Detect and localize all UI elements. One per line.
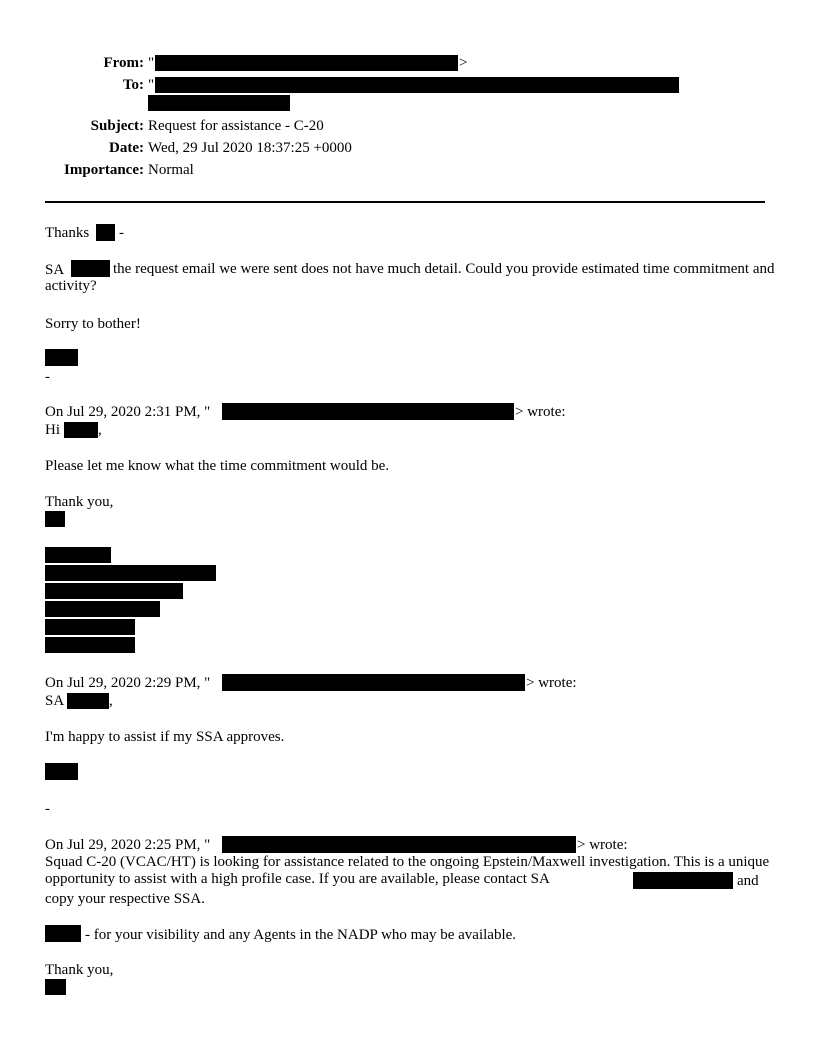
reply1-text: Please let me know what the time commitment would be. <box>45 458 390 474</box>
reply3-header-prefix: On Jul 29, 2020 2:25 PM, " <box>45 837 211 853</box>
redaction-reply2-sender <box>222 674 525 691</box>
sa-prefix: SA <box>45 262 65 278</box>
reply2-dash: - <box>45 801 50 817</box>
request-paragraph: the request email we were sent does not have much detail. Could you provide estimated time commitment and activity? <box>45 261 775 294</box>
from-bracket: > <box>459 55 468 71</box>
redaction-sigblock-line6 <box>45 637 135 653</box>
redaction-reply3-sender <box>222 836 576 853</box>
reply3-text-end: copy your respective SSA. <box>45 891 205 907</box>
redaction-to-line2 <box>148 95 290 111</box>
redaction-sigblock-line2 <box>45 565 216 581</box>
from-quote: " <box>148 55 155 71</box>
redaction-signature-2 <box>45 763 78 780</box>
reply2-sa: SA <box>45 693 65 709</box>
redaction-signature-1 <box>45 349 78 366</box>
redaction-from <box>155 55 458 71</box>
header-divider <box>45 201 765 203</box>
redaction-sigblock-line4 <box>45 601 160 617</box>
redaction-greeting-name <box>96 224 115 241</box>
reply1-hi: Hi <box>45 422 60 438</box>
from-label: From: <box>103 55 144 71</box>
reply1-header-prefix: On Jul 29, 2020 2:31 PM, " <box>45 404 211 420</box>
reply2-text: I'm happy to assist if my SSA approves. <box>45 729 285 745</box>
subject-value: Request for assistance - C-20 <box>148 118 324 134</box>
redaction-reply1-name <box>64 422 98 438</box>
importance-value: Normal <box>148 162 194 178</box>
reply1-comma: , <box>98 422 102 438</box>
greeting-dash: - <box>119 225 124 241</box>
redaction-to-line1 <box>155 77 679 93</box>
redaction-contact-sa <box>633 872 733 889</box>
reply1-header-suffix: > wrote: <box>515 404 566 420</box>
subject-label: Subject: <box>90 118 144 134</box>
reply2-header-suffix: > wrote: <box>526 675 577 691</box>
reply2-comma: , <box>109 693 113 709</box>
reply1-thanks: Thank you, <box>45 494 114 510</box>
reply3-thanks: Thank you, <box>45 962 114 978</box>
redaction-reply1-sender <box>222 403 514 420</box>
date-value: Wed, 29 Jul 2020 18:37:25 +0000 <box>148 140 352 156</box>
to-quote: " <box>148 77 155 93</box>
reply3-header-suffix: > wrote: <box>577 837 628 853</box>
signature-dash: - <box>45 369 50 385</box>
date-label: Date: <box>109 140 144 156</box>
greeting: Thanks <box>45 225 90 241</box>
reply3-visibility: - for your visibility and any Agents in the NADP who may be available. <box>85 927 517 943</box>
to-label: To: <box>122 77 144 93</box>
reply2-header-prefix: On Jul 29, 2020 2:29 PM, " <box>45 675 211 691</box>
redaction-sigblock-line3 <box>45 583 183 599</box>
redaction-visibility-name <box>45 925 81 942</box>
reply3-text: Squad C-20 (VCAC/HT) is looking for assistance related to the ongoing Epstein/Maxwell investigation. This is a unique opportunity to assist with a high profile case. If you are available, please contact SA <box>45 854 770 887</box>
importance-label: Importance: <box>64 162 144 178</box>
redaction-reply1-initials <box>45 511 65 527</box>
reply3-and: and <box>737 873 759 889</box>
redaction-sigblock-line5 <box>45 619 135 635</box>
redaction-reply2-name <box>67 693 109 709</box>
redaction-reply3-initials <box>45 979 66 995</box>
sorry-line: Sorry to bother! <box>45 316 141 332</box>
redaction-sigblock-line1 <box>45 547 111 563</box>
